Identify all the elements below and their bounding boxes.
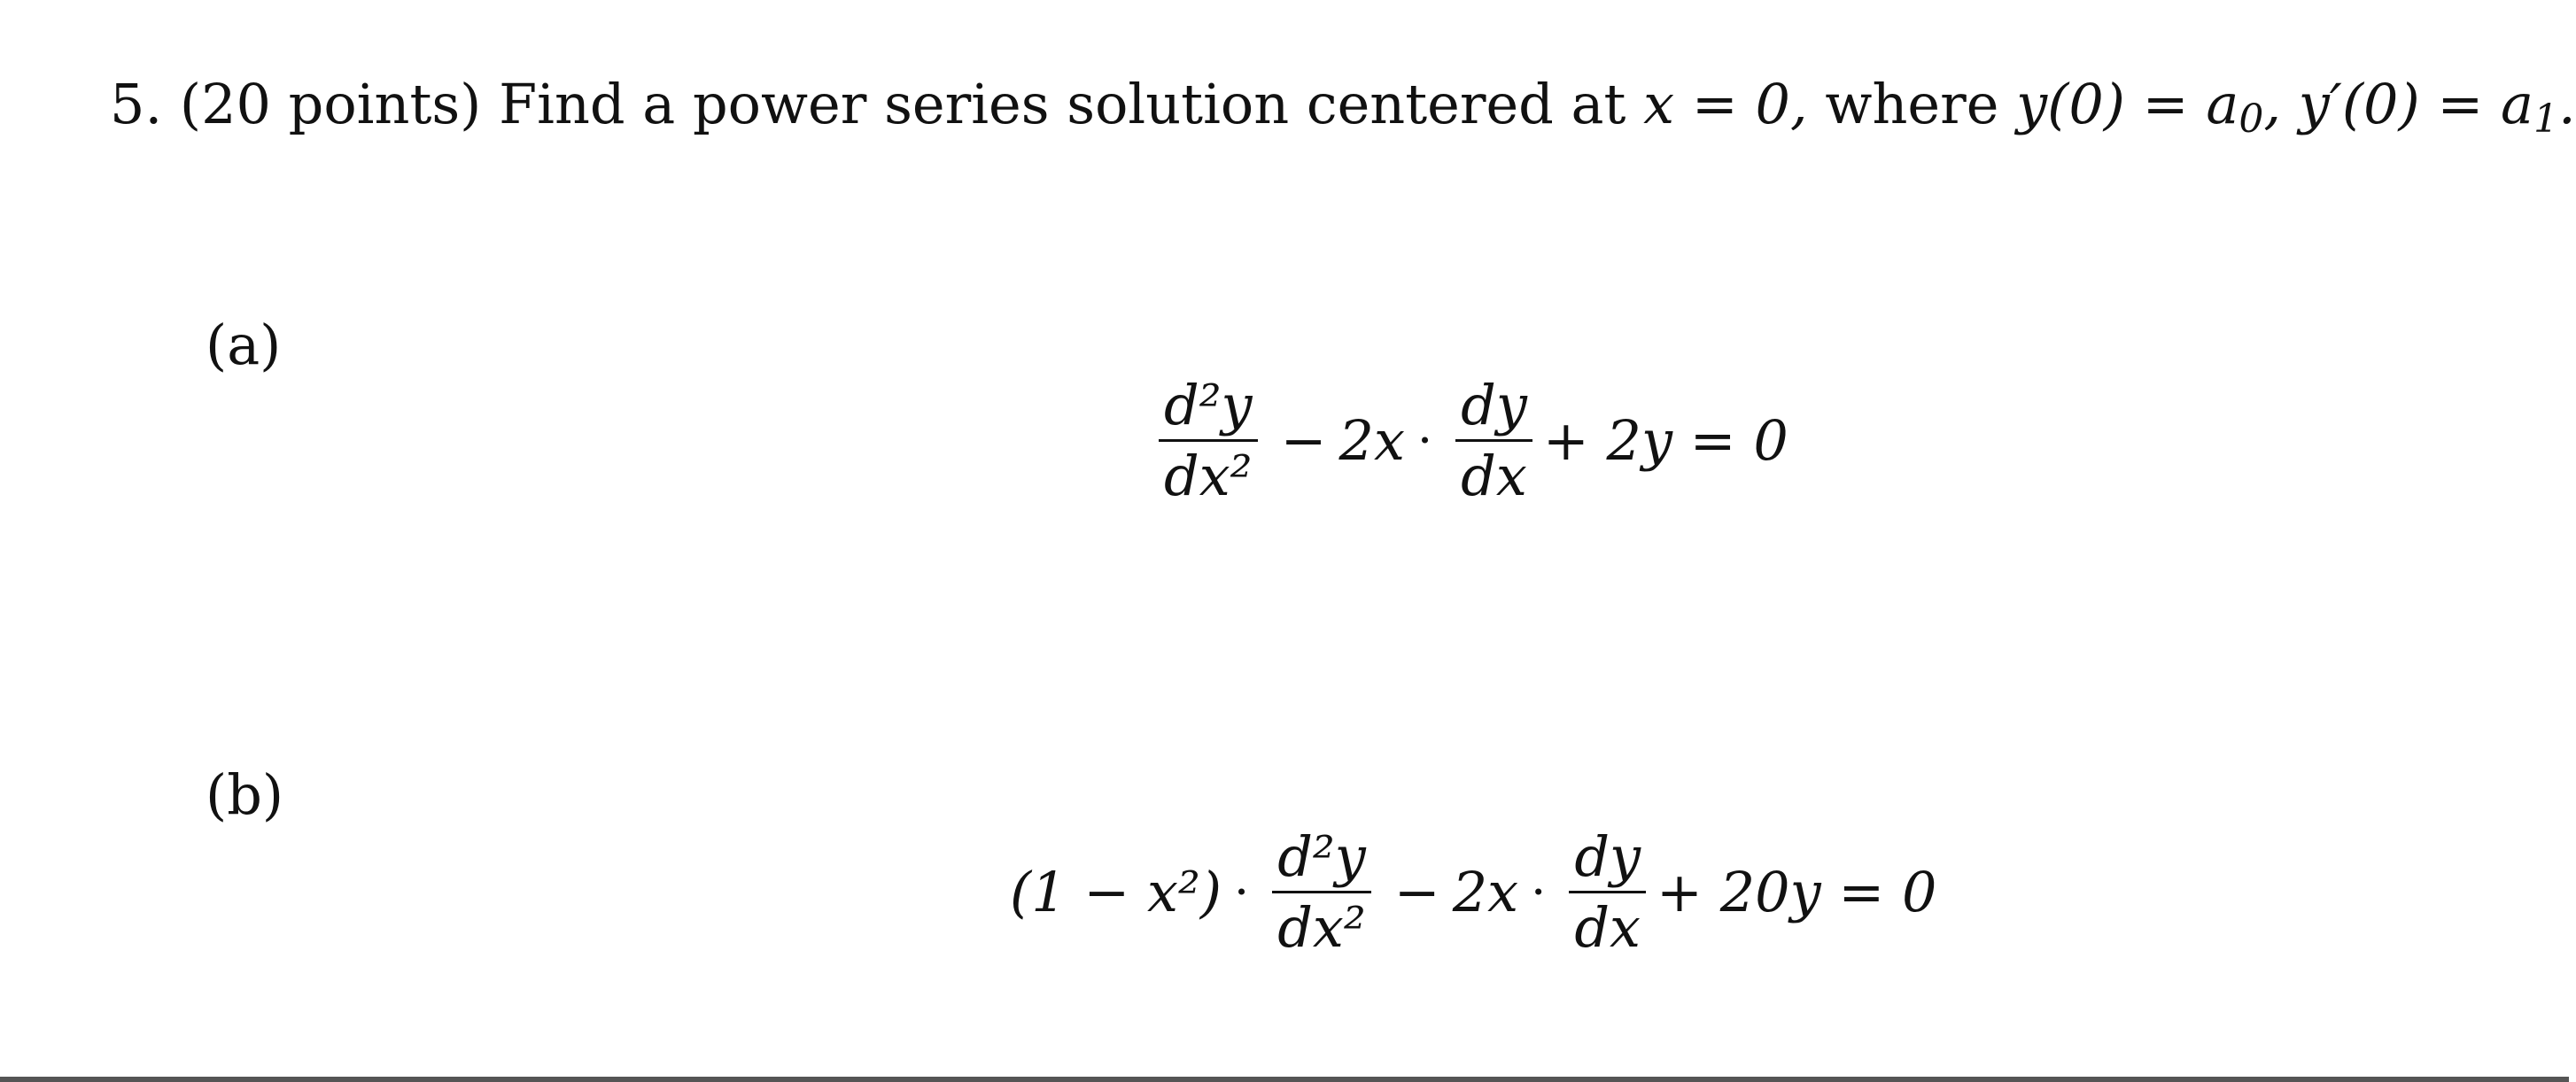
fraction-bar (1159, 439, 1258, 442)
equation-b (1010, 824, 1937, 961)
equation-a (1148, 373, 1788, 509)
center-condition: x = 0, (1643, 72, 1808, 136)
page-bottom-rule (0, 1077, 2569, 1082)
eq-a-d2y: d²y (1164, 373, 1253, 437)
initial-condition-yprime-main: y′(0) = a (2298, 72, 2534, 136)
fraction-bar (1569, 891, 1646, 893)
problem-number: 5. (110, 72, 163, 136)
eq-a-dy: dy (1461, 373, 1527, 437)
eq-a-minus: − (1280, 407, 1327, 473)
eq-a-dx: dx (1461, 444, 1527, 509)
eq-b-coef: 2x (1452, 859, 1519, 924)
problem-instruction: Find a power series solution centered at (499, 72, 1626, 136)
part-b-label: (b) (206, 762, 284, 827)
eq-b-dx2: dx² (1277, 895, 1366, 961)
initial-condition-y: $y(0) = a_0$, (2016, 72, 2282, 142)
eq-a-dot: · (1416, 412, 1433, 468)
initial-condition-yprime-sub: 1 (2533, 97, 2559, 142)
fraction-bar (1272, 891, 1371, 893)
eq-b-minus: − (1393, 859, 1440, 924)
initial-condition-y-sub: 0 (2238, 97, 2264, 142)
problem-points: (20 points) (179, 72, 482, 136)
eq-b-dx: dx (1574, 895, 1641, 961)
eq-b-rest: + 20y = 0 (1657, 859, 1937, 924)
eq-b-d2y: d²y (1277, 824, 1366, 889)
problem-statement (110, 69, 2576, 155)
eq-b-dot-1: · (1234, 863, 1250, 920)
eq-a-coef: 2x (1338, 407, 1405, 473)
eq-b-prefix: (1 − x²) (1010, 859, 1222, 924)
eq-a-first-derivative (1455, 373, 1532, 509)
eq-b-first-derivative (1569, 824, 1646, 961)
eq-b-dot-2: · (1531, 863, 1547, 920)
eq-b-dy: dy (1574, 824, 1641, 889)
eq-a-rest: + 2y = 0 (1542, 407, 1788, 473)
initial-condition-y-main: y(0) = a (2016, 72, 2239, 136)
eq-a-dx2: dx² (1164, 444, 1253, 509)
where-text: where (1825, 72, 1999, 136)
initial-condition-yprime: $y'(0) = a_1$. (2298, 72, 2576, 142)
part-a-label: (a) (206, 313, 282, 377)
eq-b-second-derivative (1272, 824, 1371, 961)
fraction-bar (1455, 439, 1532, 442)
eq-a-second-derivative (1159, 373, 1258, 509)
